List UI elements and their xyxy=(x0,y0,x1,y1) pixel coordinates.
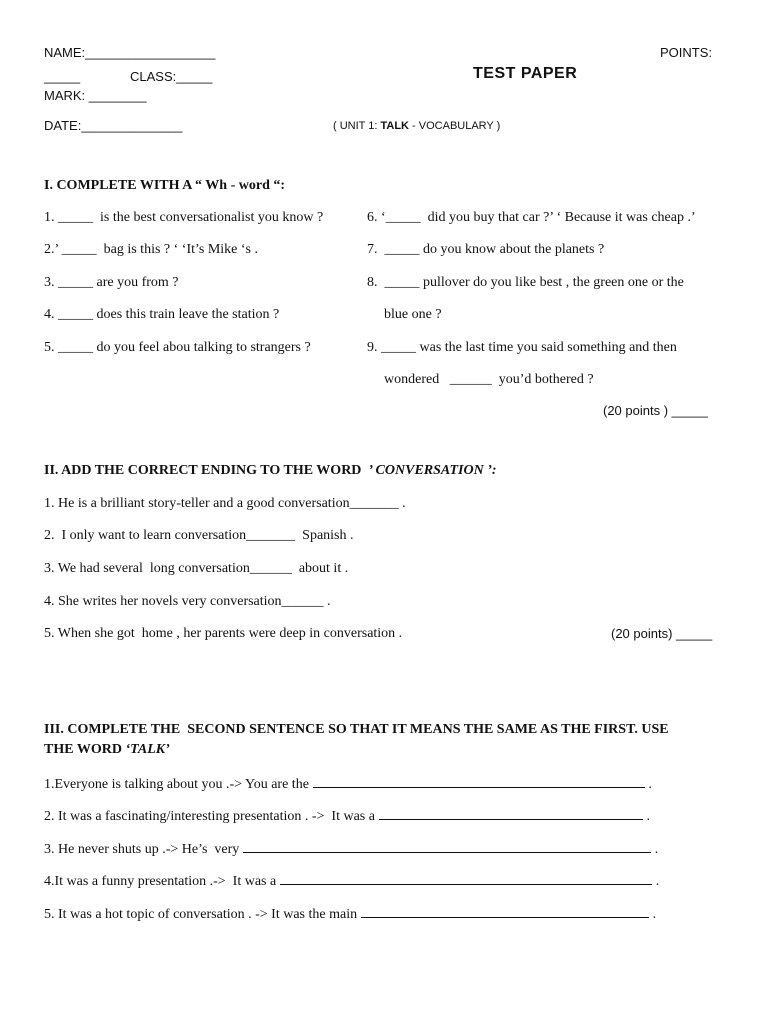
section1-item-3: 3. _____ are you from ? xyxy=(44,275,179,290)
section1-item-6: 6. ‘_____ did you buy that car ?’ ‘ Because it was cheap .’ xyxy=(367,210,696,225)
blank-line: _____ xyxy=(44,69,81,84)
section3-item-4: 4.It was a funny presentation .-> It was a . xyxy=(44,874,660,889)
mark-field: MARK: ________ xyxy=(44,88,147,103)
section1-item-4: 4. _____ does this train leave the station ? xyxy=(44,307,280,322)
section1-item-8: 8. _____ pullover do you like best , the green one or the xyxy=(367,275,684,290)
section1-item-9: 9. _____ was the last time you said something and then xyxy=(367,340,677,355)
section3-item-3: 3. He never shuts up .-> He’s very . xyxy=(44,842,659,857)
unit-label xyxy=(333,118,500,134)
section1-points: (20 points ) _____ xyxy=(603,403,708,418)
unit-close: - VOCABULARY ) xyxy=(409,120,501,132)
section2-heading xyxy=(44,463,497,479)
answer-line xyxy=(313,775,645,788)
section3-heading-word: ‘TALK’ xyxy=(125,742,170,757)
answer-line xyxy=(280,872,652,885)
section1-heading: I. COMPLETE WITH A “ Wh - word “: xyxy=(44,178,286,193)
section1-item-5: 5. _____ do you feel abou talking to strangers ? xyxy=(44,340,311,355)
section3-heading-line1: III. COMPLETE THE SECOND SENTENCE SO THAT IT MEANS THE SAME AS THE FIRST. USE xyxy=(44,722,669,737)
section1-item-8-cont: blue one ? xyxy=(384,307,442,322)
section1-item-7: 7. _____ do you know about the planets ? xyxy=(367,242,605,257)
section3-item-2-text: 2. It was a fascinating/interesting presentation . -> It was a xyxy=(44,809,375,824)
section1-item-1: 1. _____ is the best conversationalist you know ? xyxy=(44,210,324,225)
section3-item-1-text: 1.Everyone is talking about you .-> You are the xyxy=(44,777,309,792)
section2-item-2: 2. I only want to learn conversation_______ Spanish . xyxy=(44,528,354,543)
points-label: POINTS: xyxy=(660,45,713,60)
section1-item-2: 2.’ _____ bag is this ? ‘ ‘It’s Mike ‘s . xyxy=(44,242,258,257)
answer-line xyxy=(379,807,643,820)
section2-item-1: 1. He is a brilliant story-teller and a good conversation_______ . xyxy=(44,496,406,511)
section2-item-4: 4. She writes her novels very conversation______ . xyxy=(44,594,331,609)
page-title: TEST PAPER xyxy=(473,65,578,82)
section3-heading-line2 xyxy=(44,742,170,758)
section2-heading-word: ’ CONVERSATION ’: xyxy=(364,463,497,478)
section3-heading-text: THE WORD xyxy=(44,742,126,757)
answer-line xyxy=(243,840,651,853)
section3-item-2: 2. It was a fascinating/interesting presentation . -> It was a . xyxy=(44,809,650,824)
section2-item-5: 5. When she got home , her parents were deep in conversation . xyxy=(44,626,403,641)
section3-item-3-text: 3. He never shuts up .-> He’s very xyxy=(44,842,240,857)
class-field: CLASS:_____ xyxy=(130,69,213,84)
section3-item-4-text: 4.It was a funny presentation .-> It was a xyxy=(44,874,277,889)
date-field: DATE:______________ xyxy=(44,118,183,133)
unit-open: ( UNIT 1: xyxy=(333,120,381,132)
section2-item-3: 3. We had several long conversation______ about it . xyxy=(44,561,349,576)
answer-line xyxy=(361,905,649,918)
section2-heading-text: II. ADD THE CORRECT ENDING TO THE WORD xyxy=(44,463,365,478)
section3-item-5-text: 5. It was a hot topic of conversation . -> It was the main xyxy=(44,907,358,922)
section1-item-9-cont: wondered ______ you’d bothered ? xyxy=(384,372,594,387)
name-field: NAME:__________________ xyxy=(44,45,216,60)
section3-item-5: 5. It was a hot topic of conversation . -> It was the main . xyxy=(44,907,657,922)
section2-points: (20 points) _____ xyxy=(611,626,713,641)
section3-item-1: 1.Everyone is talking about you .-> You are the . xyxy=(44,777,652,792)
unit-topic: TALK xyxy=(380,120,409,132)
